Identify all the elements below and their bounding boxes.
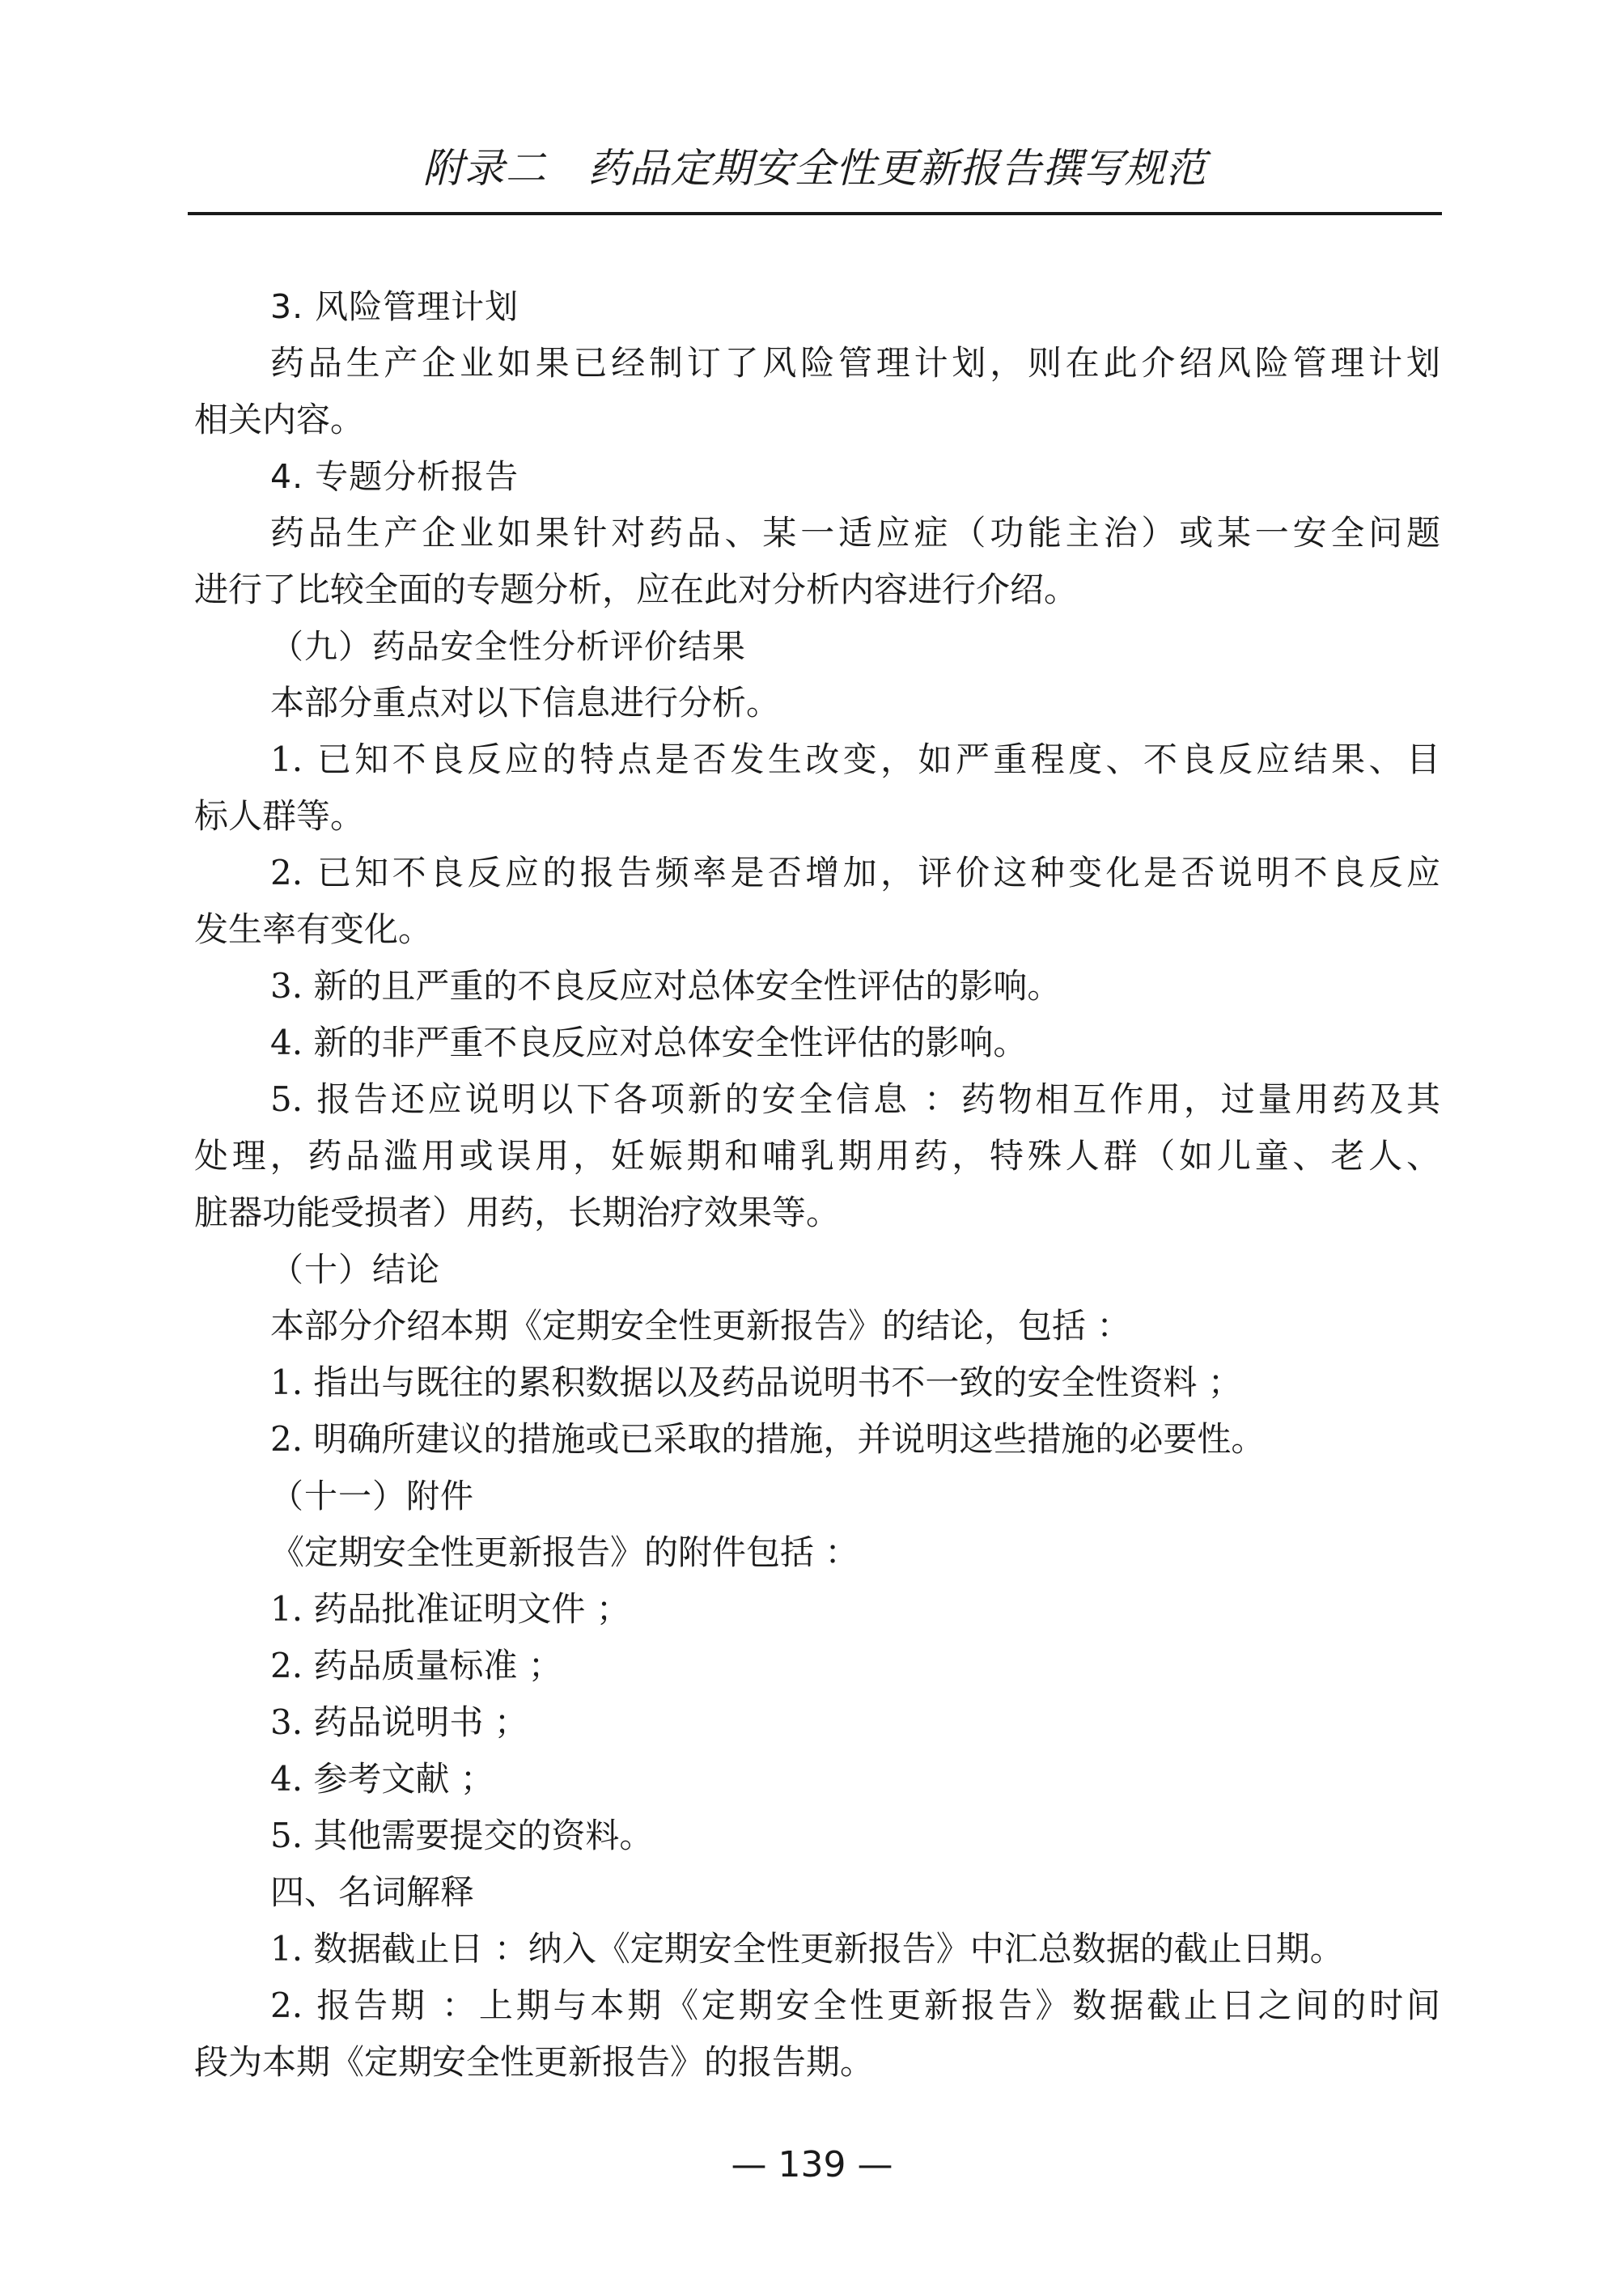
list-item-line: 1. 已知不良反应的特点是否发生改变，如严重程度、不良反应结果、目 <box>270 740 1440 779</box>
section-heading: （九）药品安全性分析评价结果 <box>270 627 746 666</box>
paragraph-line: 相关内容。 <box>194 400 365 439</box>
paragraph-line: 药品生产企业如果针对药品、某一适应症（功能主治）或某一安全问题 <box>270 513 1440 553</box>
list-item-line: 3. 新的且严重的不良反应对总体安全性评估的影响。 <box>270 966 1062 1006</box>
list-item-line: 4. 新的非严重不良反应对总体安全性评估的影响。 <box>270 1023 1028 1062</box>
list-item-line: 5. 报告还应说明以下各项新的安全信息 ：药物相互作用，过量用药及其 <box>270 1079 1440 1119</box>
subsection-heading: 3. 风险管理计划 <box>270 287 519 326</box>
list-item-line: 2. 已知不良反应的报告频率是否增加，评价这种变化是否说明不良反应 <box>270 853 1440 892</box>
list-item-line: 4. 参考文献 ； <box>270 1759 494 1799</box>
subsection-heading: 4. 专题分析报告 <box>270 457 519 496</box>
paragraph-line: 药品生产企业如果已经制订了风险管理计划，则在此介绍风险管理计划 <box>270 343 1440 383</box>
list-item-line: 2. 报告期 ：上期与本期《定期安全性更新报告》数据截止日之间的时间 <box>270 1986 1440 2025</box>
section-heading: （十一）附件 <box>270 1477 474 1515</box>
list-item-line: 脏器功能受损者）用药，长期治疗效果等。 <box>194 1193 841 1232</box>
list-item-line: 处理，药品滥用或误用，妊娠期和哺乳期用药，特殊人群（如儿童、老人、 <box>194 1136 1440 1176</box>
section-heading: （十）结论 <box>270 1250 440 1289</box>
list-item-line: 1. 药品批准证明文件 ； <box>270 1589 630 1629</box>
page-number: — 139 — <box>731 2144 893 2185</box>
running-header-title: 附录二 药品定期安全性更新报告撰写规范 <box>422 145 1207 192</box>
paragraph-line: 本部分重点对以下信息进行分析。 <box>270 683 781 723</box>
list-item-line: 段为本期《定期安全性更新报告》的报告期。 <box>194 2042 875 2082</box>
list-item-line: 1. 指出与既往的累积数据以及药品说明书不一致的安全性资料 ； <box>270 1363 1242 1402</box>
list-item-line: 发生率有变化。 <box>194 909 433 949</box>
list-item-line: 2. 明确所建议的措施或已采取的措施，并说明这些措施的必要性。 <box>270 1419 1266 1459</box>
list-item-line: 1. 数据截止日 ：纳入《定期安全性更新报告》中汇总数据的截止日期。 <box>270 1929 1344 1969</box>
paragraph-line: 本部分介绍本期《定期安全性更新报告》的结论，包括 ： <box>270 1306 1131 1346</box>
paragraph-line: 进行了比较全面的专题分析，应在此对分析内容进行介绍。 <box>194 570 1079 609</box>
section-heading: 四、名词解释 <box>270 1872 475 1912</box>
paragraph-line: 《定期安全性更新报告》的附件包括 ： <box>270 1532 859 1572</box>
page-body <box>194 278 1440 2091</box>
running-header <box>188 121 1442 215</box>
list-item-line: 3. 药品说明书 ； <box>270 1702 528 1742</box>
list-item-line: 5. 其他需要提交的资料。 <box>270 1816 654 1855</box>
list-item-line: 2. 药品质量标准 ； <box>270 1646 562 1685</box>
list-item-line: 标人群等。 <box>194 796 365 836</box>
